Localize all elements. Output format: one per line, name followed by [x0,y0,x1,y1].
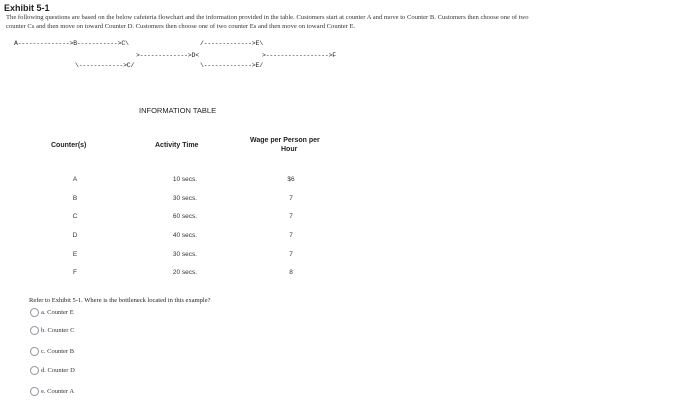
option-a-label[interactable]: a. Counter E [41,309,74,316]
exhibit-title: Exhibit 5-1 [4,3,50,13]
option-e-label[interactable]: e. Counter A [41,388,75,395]
intro-line-2: counter Cs and then move on toward Counter D. Customers then choose one of two counter Es and then move on toward Counter E. [6,23,356,30]
radio-button-icon[interactable] [30,308,39,317]
flow-b-c2: \------------>C/ [75,62,135,69]
row-f-time: 20 secs. [172,269,198,276]
row-d-time: 40 secs. [172,232,198,239]
row-a-time: 10 secs. [172,176,198,183]
row-d-counter: D [72,232,78,239]
header-wage-line1: Wage per Person per [250,137,320,144]
row-b-time: 30 secs. [172,195,198,202]
option-b-label[interactable]: b. Counter C [41,327,75,334]
option-d[interactable] [30,366,75,375]
row-c-counter: C [72,213,78,220]
flow-to-f: >----------------->F [262,52,337,59]
row-b-counter: B [72,195,78,202]
row-d-wage: 7 [289,232,293,239]
row-c-time: 60 secs. [172,213,198,220]
row-f-counter: F [73,269,77,276]
radio-button-icon[interactable] [30,326,39,335]
flow-d-e2: \------------->E/ [200,62,263,69]
info-table-title: INFORMATION TABLE [139,106,217,115]
radio-button-icon[interactable] [30,387,39,396]
row-e-counter: E [72,251,78,258]
row-f-wage: 8 [289,269,293,276]
row-c-wage: 7 [289,213,293,220]
intro-line-1: The following questions are based on the below cafeteria flowchart and the information provided in the table. Customers start at counter A and move to Counter B. Customers then choose one of two [6,14,529,21]
header-wage-line2: Hour [281,146,298,153]
question-text: Refer to Exhibit 5-1. Where is the bottleneck located in this example? [29,297,211,304]
flow-d-e1: /------------->E\ [200,40,263,47]
option-d-label[interactable]: d. Counter D [41,367,75,374]
option-a[interactable] [30,308,74,317]
radio-button-icon[interactable] [30,347,39,356]
option-c-label[interactable]: c. Counter B [41,348,75,355]
option-b[interactable] [30,326,74,335]
row-e-wage: 7 [289,251,293,258]
flow-to-d: >------------->D< [136,52,199,59]
option-e[interactable] [30,387,74,396]
row-a-counter: A [72,176,78,183]
flow-a-b-c: A-------------->B----------->C\ [14,40,129,47]
header-counters: Counter(s) [51,142,87,149]
row-e-time: 30 secs. [172,251,198,258]
option-c[interactable] [30,347,74,356]
row-a-wage: $6 [287,176,295,183]
radio-button-icon[interactable] [30,366,39,375]
row-b-wage: 7 [289,195,293,202]
header-activity-time: Activity Time [155,142,199,149]
